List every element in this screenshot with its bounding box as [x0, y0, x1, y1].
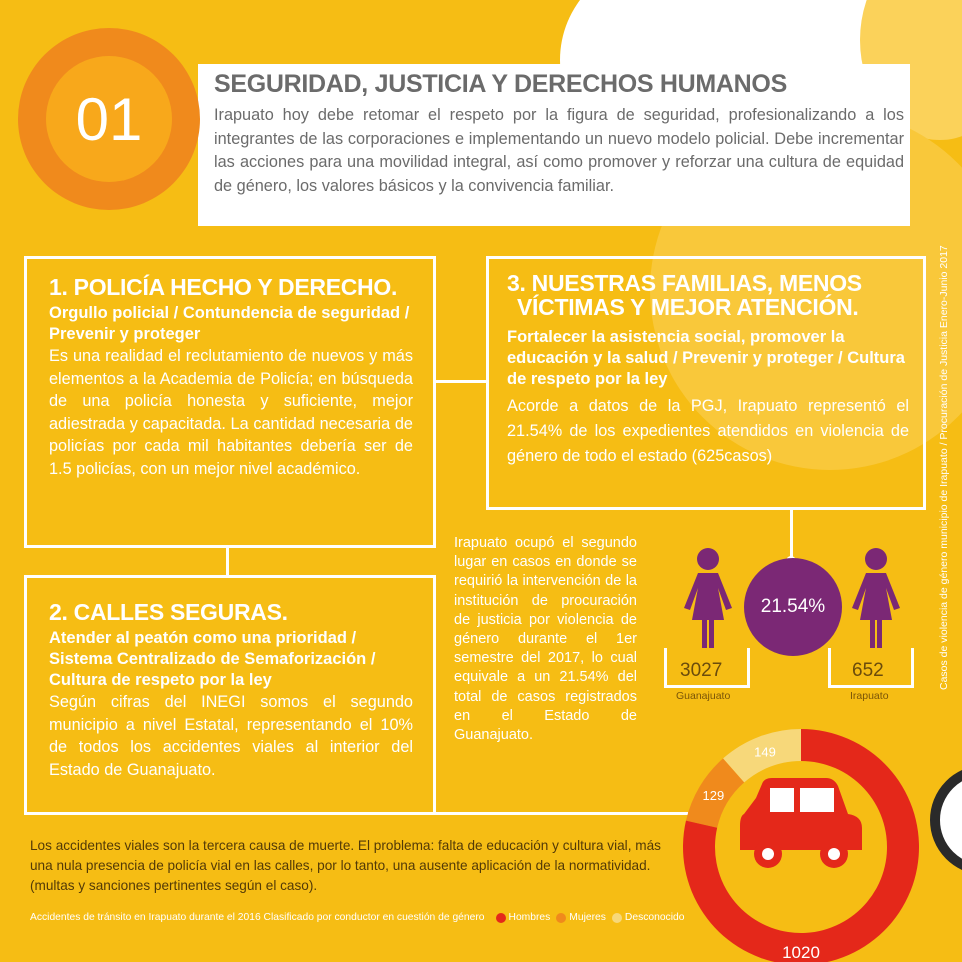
percent-circle: 21.54% [744, 558, 842, 656]
section-number: 01 [46, 56, 172, 182]
donut-label-mujeres: 129 [702, 787, 725, 803]
section-box-policia [24, 256, 436, 548]
legend-dot [556, 913, 566, 923]
vertical-caption: Casos de violencia de género municipio de Irapuato / Procuración de Justicia Enero-Junio 2017 [938, 245, 950, 690]
legend-items [490, 912, 685, 923]
section-title: 2. CALLES SEGURAS. [49, 599, 288, 625]
donut-label-desconocido: 149 [754, 744, 776, 760]
legend-label: Hombres [508, 912, 551, 923]
section-title-line: VÍCTIMAS Y MEJOR ATENCIÓN. [517, 294, 859, 320]
accidents-text: Los accidentes viales son la tercera causa de muerte. El problema: falta de educación y cultura vial, más una nula presencia de policía vial en las calles, por lo tanto, una ausente aplicación de la normatividad. (multas y sanciones pertinentes según el caso). [30, 838, 661, 893]
connector-line [226, 545, 229, 577]
legend-label: Mujeres [569, 912, 606, 923]
woman-icon [844, 548, 908, 650]
car-icon [740, 778, 862, 868]
legend-caption: Accidentes de tránsito en Irapuato durante el 2016 Clasificado por conductor en cuestión de género [30, 912, 485, 923]
section-box-calles [24, 575, 436, 815]
legend-dot [496, 913, 506, 923]
section-title-line: 3. NUESTRAS FAMILIAS, MENOS [507, 270, 862, 296]
section-body: Acorde a datos de la PGJ, Irapuato representó el 21.54% de los expedientes atendidos en violencia de género de todo el estado (625casos) [507, 397, 909, 465]
count-guanajuato: 3027 [680, 660, 723, 681]
label-guanajuato: Guanajuato [676, 690, 731, 702]
connector-line [790, 508, 793, 558]
chart-legend [30, 912, 684, 923]
section-body: Es una realidad el reclutamiento de nuevos y más elementos a la Academia de Policía; en búsqueda de una policía honesta y suficiente, mejor adiestrada y capacitada. La cantidad necesaria de policías por cada mil habitantes debería ser de 1.5 policías, con un mejor nivel académico. [49, 347, 413, 478]
decorative-wheel [930, 765, 962, 875]
legend-label: Desconocido [624, 912, 685, 923]
accidents-donut-chart [676, 722, 926, 962]
section-box-familias [486, 256, 926, 510]
section-title: 1. POLICÍA HECHO Y DERECHO. [49, 274, 398, 300]
connector-line [434, 380, 488, 383]
label-irapuato: Irapuato [850, 690, 889, 702]
section-subtitle: Fortalecer la asistencia social, promover la educación y la salud / Prevenir y proteger / Cultura de respeto por la ley [507, 328, 905, 388]
section-body: Según cifras del INEGI somos el segundo municipio a nivel Estatal, representando el 10% de todos los accidentes viales al interior del Estado de Guanajuato. [49, 693, 413, 779]
donut-label-hombres: 1020 [782, 943, 820, 962]
legend-dot [612, 913, 622, 923]
count-irapuato: 652 [852, 660, 884, 681]
woman-icon [676, 548, 740, 650]
section-subtitle: Orgullo policial / Contundencia de seguridad / Prevenir y proteger [49, 304, 410, 343]
section-subtitle: Atender al peatón como una prioridad / Sistema Centralizado de Semaforización / Cultura de respeto por la ley [49, 629, 376, 689]
page-title: SEGURIDAD, JUSTICIA Y DERECHOS HUMANOS [214, 70, 787, 98]
connector-line [436, 812, 688, 815]
intro-text: Irapuato hoy debe retomar el respeto por la figura de seguridad, profesionalizando a los integrantes de las corporaciones e implementando un nuevo modelo policial. Debe incrementar las acciones para una movilidad integral, así como promover y reforzar una cultura de equidad de género, los valores básicos y la convivencia familiar. [214, 106, 904, 195]
gender-violence-text: Irapuato ocupó el segundo lugar en casos en donde se requirió la intervención de la institución de procuración de justicia por violencia de género durante el 1er semestre del 2017, lo cual equivale a un 21.54% del total de casos registrados en el Estado de Guanajuato. [454, 535, 637, 744]
section-title [507, 271, 909, 319]
